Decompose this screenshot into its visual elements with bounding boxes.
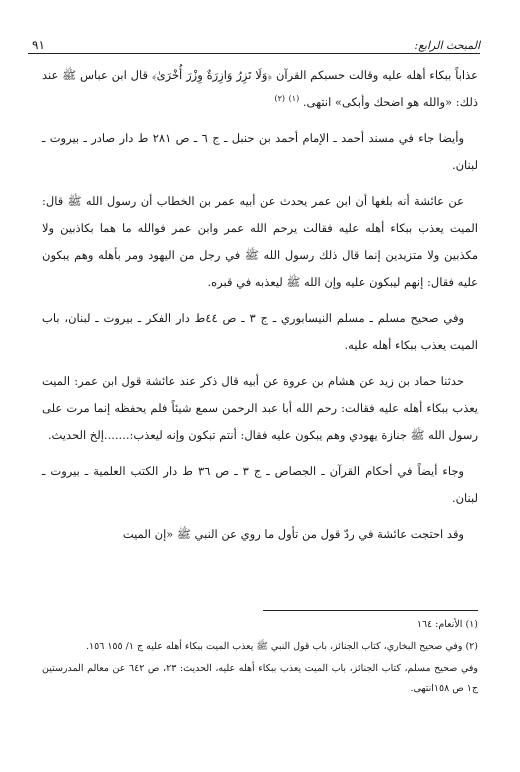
paragraph: وفي صحيح مسلم ـ مسلم النيسابوري ـ ج ٣ ـ ص ٤٤ط دار الفكر ـ بيروت ـ لبنان، باب الميت يعذب ببكاء أهله عليه.: [42, 311, 478, 352]
footnote-ref: (٢): [274, 94, 285, 104]
header-rule: [28, 53, 480, 54]
paragraph: وقد احتجت عائشة في ردّ قول من تأول ما روي عن النبي ﷺ «إن الميت: [122, 527, 464, 541]
paragraph: حدثنا حماد بن زيد عن هشام بن عروة عن أبيه قال ذكر عند عائشة قول ابن عمر: الميت يعذب ببكاء أهله عليه فقالت: رحم الله أبا عبد الرحمن سمع شيئاً فلم يحفظه إنما مرت على رسول الله ﷺ جنازة يهودي وهم يبكون عليه فقال: أنتم تبكون وإنه ليعذب:.......إلخ الحديث.: [42, 374, 478, 442]
footnote: وفي صحيح مسلم، كتاب الجنائز، باب الميت يعذب ببكاء أهله عليه، الحديث: ٢٣، ص ٦٤٢ عن معالم المدرستين ج١ ص ١٥٨انتهى.: [42, 663, 479, 694]
paragraph: عن عائشة أنه بلغها أن ابن عمر يحدث عن أبيه عمر بن الخطاب أن رسول الله ﷺ قال: الميت يعذب ببكاء أهله عليه فقالت يرحم الله عمر وابن عمر فوالله ما هما بكاذبين ولا مكذبين ولا متزيدين إنما قال ذلك رسول الله ﷺ في رجل من اليهود ومر بأهله وهم يبكون عليه فقال: إنهم ليبكون عليه وإن الله ﷺ ليعذبه في قبره.: [42, 194, 478, 289]
footnotes: [42, 615, 478, 701]
main-text: [42, 62, 478, 557]
page-number: ٩١: [32, 38, 45, 52]
running-header: [28, 32, 480, 52]
paragraph-text: عذاباً ببكاء أهله عليه وقالت حسبكم القرآن ﴿وَلَا تَزِرُ وَازِرَةٌ وِزْرَ أُخْرَىٰ﴾ قال ابن عباس ﷺ عند ذلك: «والله هو اضحك وأبكى» انتهى.: [42, 68, 478, 109]
footnote-ref: (١): [288, 94, 300, 104]
footnote: (٢) وفي صحيح البخاري، كتاب الجنائز، باب قول النبي ﷺ يعذب الميت ببكاء أهله عليه ج ١/ ١٥٥ ١٥٦.: [85, 641, 478, 652]
paragraph: وأيضا جاء في مسند أحمد ـ الإمام أحمد بن حنبل ـ ج ٦ ـ ص ٢٨١ ط دار صادر ـ بيروت ـ لبنان.: [42, 131, 478, 172]
paragraph: وجاء أيضاً في أحكام القرآن ـ الجصاص ـ ج ٣ ـ ص ٣٦ ط دار الكتب العلمية ـ بيروت ـ لبنان.: [42, 464, 478, 505]
footnote: (١) الأنعام: ١٦٤: [416, 619, 478, 630]
footnote-rule: [263, 610, 478, 611]
paragraph: [42, 62, 478, 116]
chapter-title: المبحث الرابع:: [414, 39, 480, 52]
